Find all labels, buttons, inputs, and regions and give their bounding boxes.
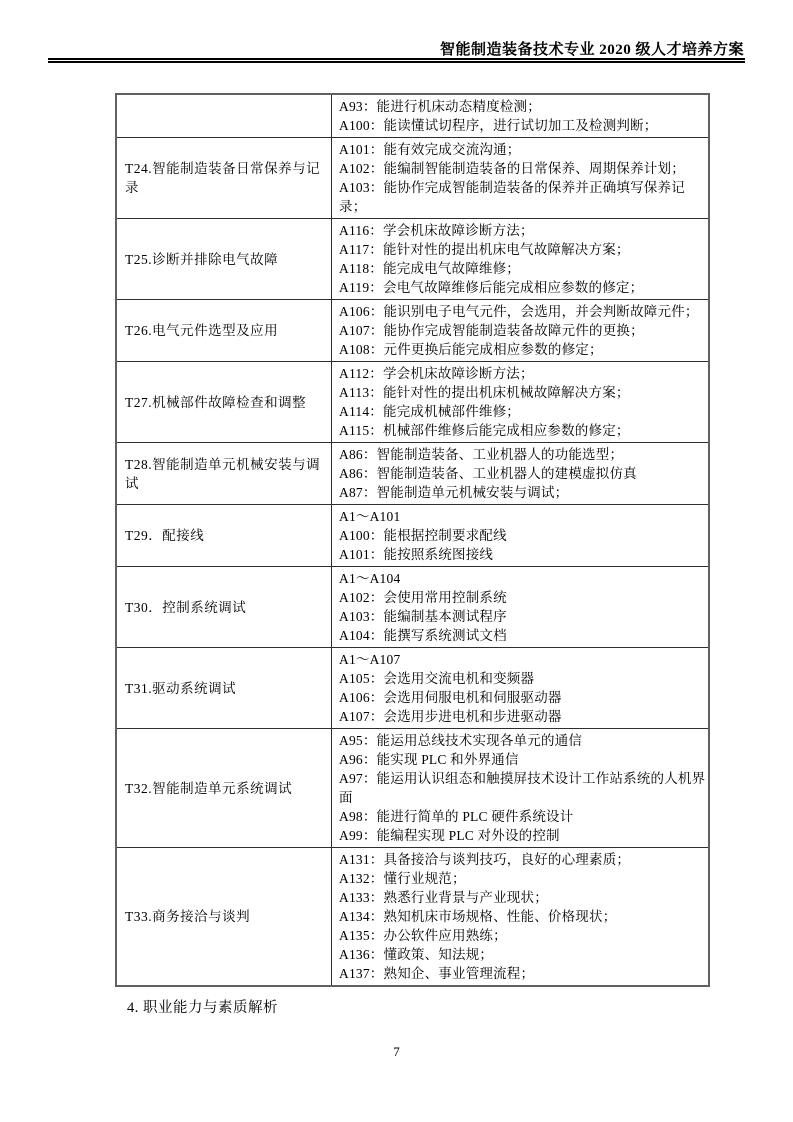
ability-line: A107：能协作完成智能制造装备故障元件的更换；	[339, 323, 644, 338]
ability-line: A113：能针对性的提出机床机械故障解决方案；	[339, 385, 630, 400]
task-cell: T28.智能制造单元机械安装与调试	[116, 443, 332, 505]
ability-line: A100：能读懂试切程序，进行试切加工及检测判断；	[339, 118, 658, 133]
ability-line: A112：学会机床故障诊断方法；	[339, 366, 534, 381]
task-row	[116, 567, 709, 648]
task-cell: T33.商务接洽与谈判	[116, 848, 332, 987]
ability-line: A103：能协作完成智能制造装备的保养并正确填写保养记录；	[339, 180, 685, 214]
ability-line: A101：能有效完成交流沟通；	[339, 142, 521, 157]
task-row	[116, 138, 709, 219]
ability-cell	[332, 505, 710, 567]
ability-line: A86：智能制造装备、工业机器人的功能选型；	[339, 447, 624, 462]
ability-line: A1～A104	[339, 571, 401, 586]
task-cell: T32.智能制造单元系统调试	[116, 729, 332, 848]
ability-line: A102：能编制智能制造装备的日常保养、周期保养计划；	[339, 161, 685, 176]
ability-cell	[332, 300, 710, 362]
ability-line: A132：懂行业规范；	[339, 871, 466, 886]
ability-line: A135：办公软件应用熟练；	[339, 928, 507, 943]
task-row	[116, 648, 709, 729]
ability-line: A93：能进行机床动态精度检测；	[339, 99, 541, 114]
ability-line: A118：能完成电气故障维修；	[339, 261, 520, 276]
task-cell: T30．控制系统调试	[116, 567, 332, 648]
ability-line: A107：会选用步进电机和步进驱动器	[339, 709, 562, 724]
ability-line: A115：机械部件维修后能完成相应参数的修定；	[339, 423, 630, 438]
ability-cell	[332, 138, 710, 219]
task-cell: T25.诊断并排除电气故障	[116, 219, 332, 300]
task-cell	[116, 94, 332, 138]
header-double-rule	[48, 58, 745, 63]
ability-line: A96：能实现 PLC 和外界通信	[339, 752, 519, 767]
ability-cell	[332, 648, 710, 729]
ability-line: A95：能运用总线技术实现各单元的通信	[339, 733, 583, 748]
ability-line: A98：能进行简单的 PLC 硬件系统设计	[339, 809, 574, 824]
ability-cell	[332, 219, 710, 300]
ability-line: A1～A107	[339, 652, 401, 667]
task-cell: T26.电气元件选型及应用	[116, 300, 332, 362]
ability-line: A106：能识别电子电气元件，会选用，并会判断故障元件；	[339, 304, 699, 319]
ability-line: A101：能按照系统图接线	[339, 547, 494, 562]
ability-line: A100：能根据控制要求配线	[339, 528, 507, 543]
ability-line: A119：会电气故障维修后能完成相应参数的修定；	[339, 280, 644, 295]
ability-cell	[332, 362, 710, 443]
ability-line: A99：能编程实现 PLC 对外设的控制	[339, 828, 560, 843]
ability-line: A1～A101	[339, 509, 401, 524]
ability-line: A86：智能制造装备、工业机器人的建模虚拟仿真	[339, 466, 637, 481]
task-row	[116, 94, 709, 138]
ability-cell	[332, 567, 710, 648]
task-row	[116, 729, 709, 848]
task-row	[116, 362, 709, 443]
ability-line: A116：学会机床故障诊断方法；	[339, 223, 534, 238]
ability-cell	[332, 94, 710, 138]
page-header-title: 智能制造装备技术专业 2020 级人才培养方案	[439, 42, 744, 58]
task-cell: T27.机械部件故障检查和调整	[116, 362, 332, 443]
ability-cell	[332, 848, 710, 987]
task-cell: T31.驱动系统调试	[116, 648, 332, 729]
section-heading: 4. 职业能力与素质解析	[127, 1000, 278, 1016]
task-row	[116, 300, 709, 362]
ability-line: A103：能编制基本测试程序	[339, 609, 507, 624]
ability-line: A114：能完成机械部件维修；	[339, 404, 520, 419]
ability-line: A104：能撰写系统测试文档	[339, 628, 507, 643]
competency-table	[115, 93, 710, 987]
ability-line: A117：能针对性的提出机床电气故障解决方案；	[339, 242, 630, 257]
task-row	[116, 443, 709, 505]
ability-line: A133：熟悉行业背景与产业现状；	[339, 890, 548, 905]
task-row	[116, 848, 709, 987]
ability-line: A136：懂政策、知法规；	[339, 947, 494, 962]
ability-line: A134：熟知机床市场规格、性能、价格现状；	[339, 909, 617, 924]
ability-line: A97：能运用认识组态和触摸屏技术设计工作站系统的人机界面	[339, 771, 706, 805]
ability-cell	[332, 729, 710, 848]
page-number: 7	[393, 1044, 400, 1059]
task-cell: T24.智能制造装备日常保养与记录	[116, 138, 332, 219]
ability-cell	[332, 443, 710, 505]
task-row	[116, 505, 709, 567]
ability-line: A106：会选用伺服电机和伺服驱动器	[339, 690, 562, 705]
task-row	[116, 219, 709, 300]
ability-line: A131：具备接洽与谈判技巧，良好的心理素质；	[339, 852, 631, 867]
ability-line: A87：智能制造单元机械安装与调试；	[339, 485, 569, 500]
ability-line: A105：会选用交流电机和变频器	[339, 671, 535, 686]
ability-line: A137：熟知企、事业管理流程；	[339, 966, 535, 981]
task-cell: T29．配接线	[116, 505, 332, 567]
ability-line: A108：元件更换后能完成相应参数的修定；	[339, 342, 603, 357]
ability-line: A102：会使用常用控制系统	[339, 590, 507, 605]
